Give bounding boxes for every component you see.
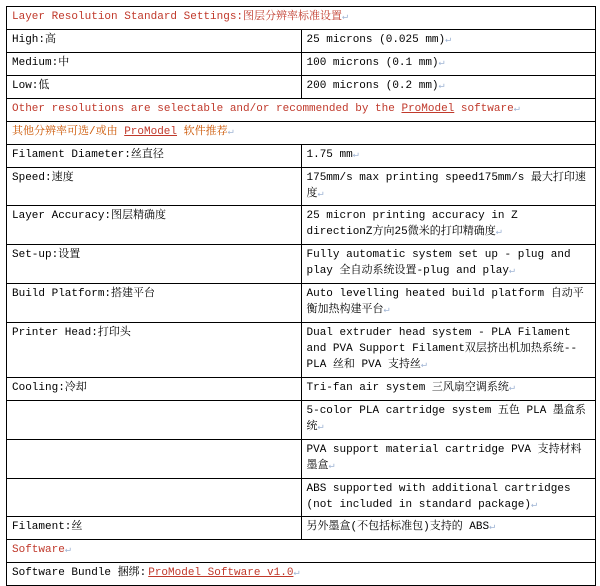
table-row [7, 323, 596, 378]
table-row [7, 400, 596, 439]
software-section-label: Software [12, 544, 65, 557]
row-value-cooling [301, 377, 596, 400]
software-section-cell [7, 540, 596, 563]
filament-item-abs-cn: 另外墨盒(不包括标准包)支持的 ABS [306, 521, 490, 534]
pilcrow-mark: ↵ [508, 382, 515, 394]
row-value-setup [301, 245, 596, 284]
row-value-cooling-text: Tri-fan air system 三风扇空调系统 [306, 381, 509, 394]
pilcrow-mark: ↵ [508, 266, 515, 278]
pilcrow-mark: ↵ [352, 149, 359, 161]
other-resolutions-cell [7, 98, 596, 121]
row-label-speed: Speed:速度 [7, 167, 302, 206]
pilcrow-mark: ↵ [445, 34, 452, 46]
pilcrow-mark: ↵ [227, 126, 234, 138]
pilcrow-mark: ↵ [513, 103, 520, 115]
software-bundle-cell [7, 563, 596, 586]
row-label-filament-spacer3 [7, 478, 302, 517]
table-row [7, 439, 596, 478]
table-row-title [7, 7, 596, 30]
table-row [7, 284, 596, 323]
row-value-low-text: 200 microns (0.2 mm) [306, 79, 439, 92]
row-label-layer-accuracy: Layer Accuracy:图层精确度 [7, 206, 302, 245]
row-label-high: High:高 [7, 29, 302, 52]
pilcrow-mark: ↵ [328, 460, 335, 472]
pilcrow-mark: ↵ [420, 359, 427, 371]
row-value-build-platform [301, 284, 596, 323]
pilcrow-mark: ↵ [342, 12, 349, 23]
row-value-filament-abs [301, 478, 596, 517]
table-row [7, 167, 596, 206]
row-label-printer-head: Printer Head:打印头 [7, 323, 302, 378]
row-value-medium-text: 100 microns (0.1 mm) [306, 56, 439, 69]
row-value-medium [301, 52, 596, 75]
pilcrow-mark: ↵ [489, 522, 496, 534]
row-label-setup: Set-up:设置 [7, 245, 302, 284]
other-resolutions-cn-cell [7, 121, 596, 144]
row-value-layer-accuracy [301, 206, 596, 245]
table-row [7, 52, 596, 75]
other-resolutions-text-b: software [454, 102, 514, 115]
table-row-software-header [7, 540, 596, 563]
row-value-setup-text: Fully automatic system set up - plug and play 全自动系统设置-plug and play [306, 249, 571, 278]
row-label-filament: Filament:丝 [7, 517, 302, 540]
row-label-medium: Medium:中 [7, 52, 302, 75]
title-cell [7, 7, 596, 30]
other-resolutions-cn-text-b: 软件推荐 [177, 125, 228, 138]
pilcrow-mark: ↵ [383, 305, 390, 317]
row-label-cooling: Cooling:冷却 [7, 377, 302, 400]
table-row [7, 29, 596, 52]
row-value-filament-diameter-text: 1.75 mm [306, 148, 353, 161]
row-value-build-platform-text: Auto levelling heated build platform 自动平衡加热构建平台 [306, 288, 584, 317]
row-value-filament-abs-cn [301, 517, 596, 540]
table-row [7, 245, 596, 284]
pilcrow-mark: ↵ [64, 545, 71, 557]
row-value-printer-head-text: Dual extruder head system - PLA Filament and PVA Support Filament双层挤出机加热系统--PLA 丝和 PVA 支持丝 [306, 327, 578, 371]
table-row [7, 144, 596, 167]
pilcrow-mark: ↵ [317, 188, 324, 200]
row-label-build-platform: Build Platform:搭建平台 [7, 284, 302, 323]
pilcrow-mark: ↵ [438, 80, 445, 92]
filament-item-pva: PVA support material cartridge PVA 支持材料墨盒 [306, 443, 582, 472]
row-value-filament-diameter [301, 144, 596, 167]
table-row [7, 517, 596, 540]
title-label-en: Layer Resolution Standard Settings: [12, 11, 244, 23]
row-label-low: Low:低 [7, 75, 302, 98]
table-row [7, 206, 596, 245]
pilcrow-mark: ↵ [530, 499, 537, 511]
other-resolutions-cn-text-a: 其他分辨率可选/或由 [12, 125, 125, 138]
table-row [7, 75, 596, 98]
row-value-printer-head [301, 323, 596, 378]
title-label-cn: 图层分辨率标准设置 [243, 11, 343, 23]
pilcrow-mark: ↵ [317, 421, 324, 433]
table-row [7, 377, 596, 400]
row-value-high-text: 25 microns (0.025 mm) [306, 33, 446, 46]
promodel-link[interactable]: ProModel [401, 102, 455, 115]
row-value-filament-pva [301, 439, 596, 478]
pilcrow-mark: ↵ [438, 57, 445, 69]
row-label-filament-diameter: Filament Diameter:丝直径 [7, 144, 302, 167]
row-value-speed-text: 175mm/s max printing speed175mm/s 最大打印速度 [306, 171, 586, 200]
other-resolutions-text-a: Other resolutions are selectable and/or recommended by the [12, 102, 402, 115]
specification-table [6, 6, 596, 586]
table-row-other-resolutions [7, 98, 596, 121]
table-row-software-bundle [7, 563, 596, 586]
pilcrow-mark: ↵ [293, 568, 300, 580]
row-value-speed [301, 167, 596, 206]
software-bundle-value[interactable]: ProModel Software v1.0 [148, 567, 294, 580]
filament-item-pla: 5-color PLA cartridge system 五色 PLA 墨盒系统 [306, 404, 586, 433]
table-row [7, 478, 596, 517]
row-value-layer-accuracy-text: 25 micron printing accuracy in Z directionZ方向25微米的打印精确度 [306, 210, 518, 239]
promodel-link-cn[interactable]: ProModel [124, 125, 178, 138]
row-label-filament-spacer2 [7, 439, 302, 478]
pilcrow-mark: ↵ [495, 227, 502, 239]
software-bundle-label: Software Bundle 捆绑: [12, 567, 147, 580]
row-value-low [301, 75, 596, 98]
row-label-filament-spacer [7, 400, 302, 439]
table-row-other-resolutions-cn [7, 121, 596, 144]
filament-item-abs: ABS supported with additional cartridges (not included in standard package) [306, 482, 571, 511]
software-bundle-wrap [12, 566, 590, 582]
row-value-filament-pla [301, 400, 596, 439]
row-value-high [301, 29, 596, 52]
